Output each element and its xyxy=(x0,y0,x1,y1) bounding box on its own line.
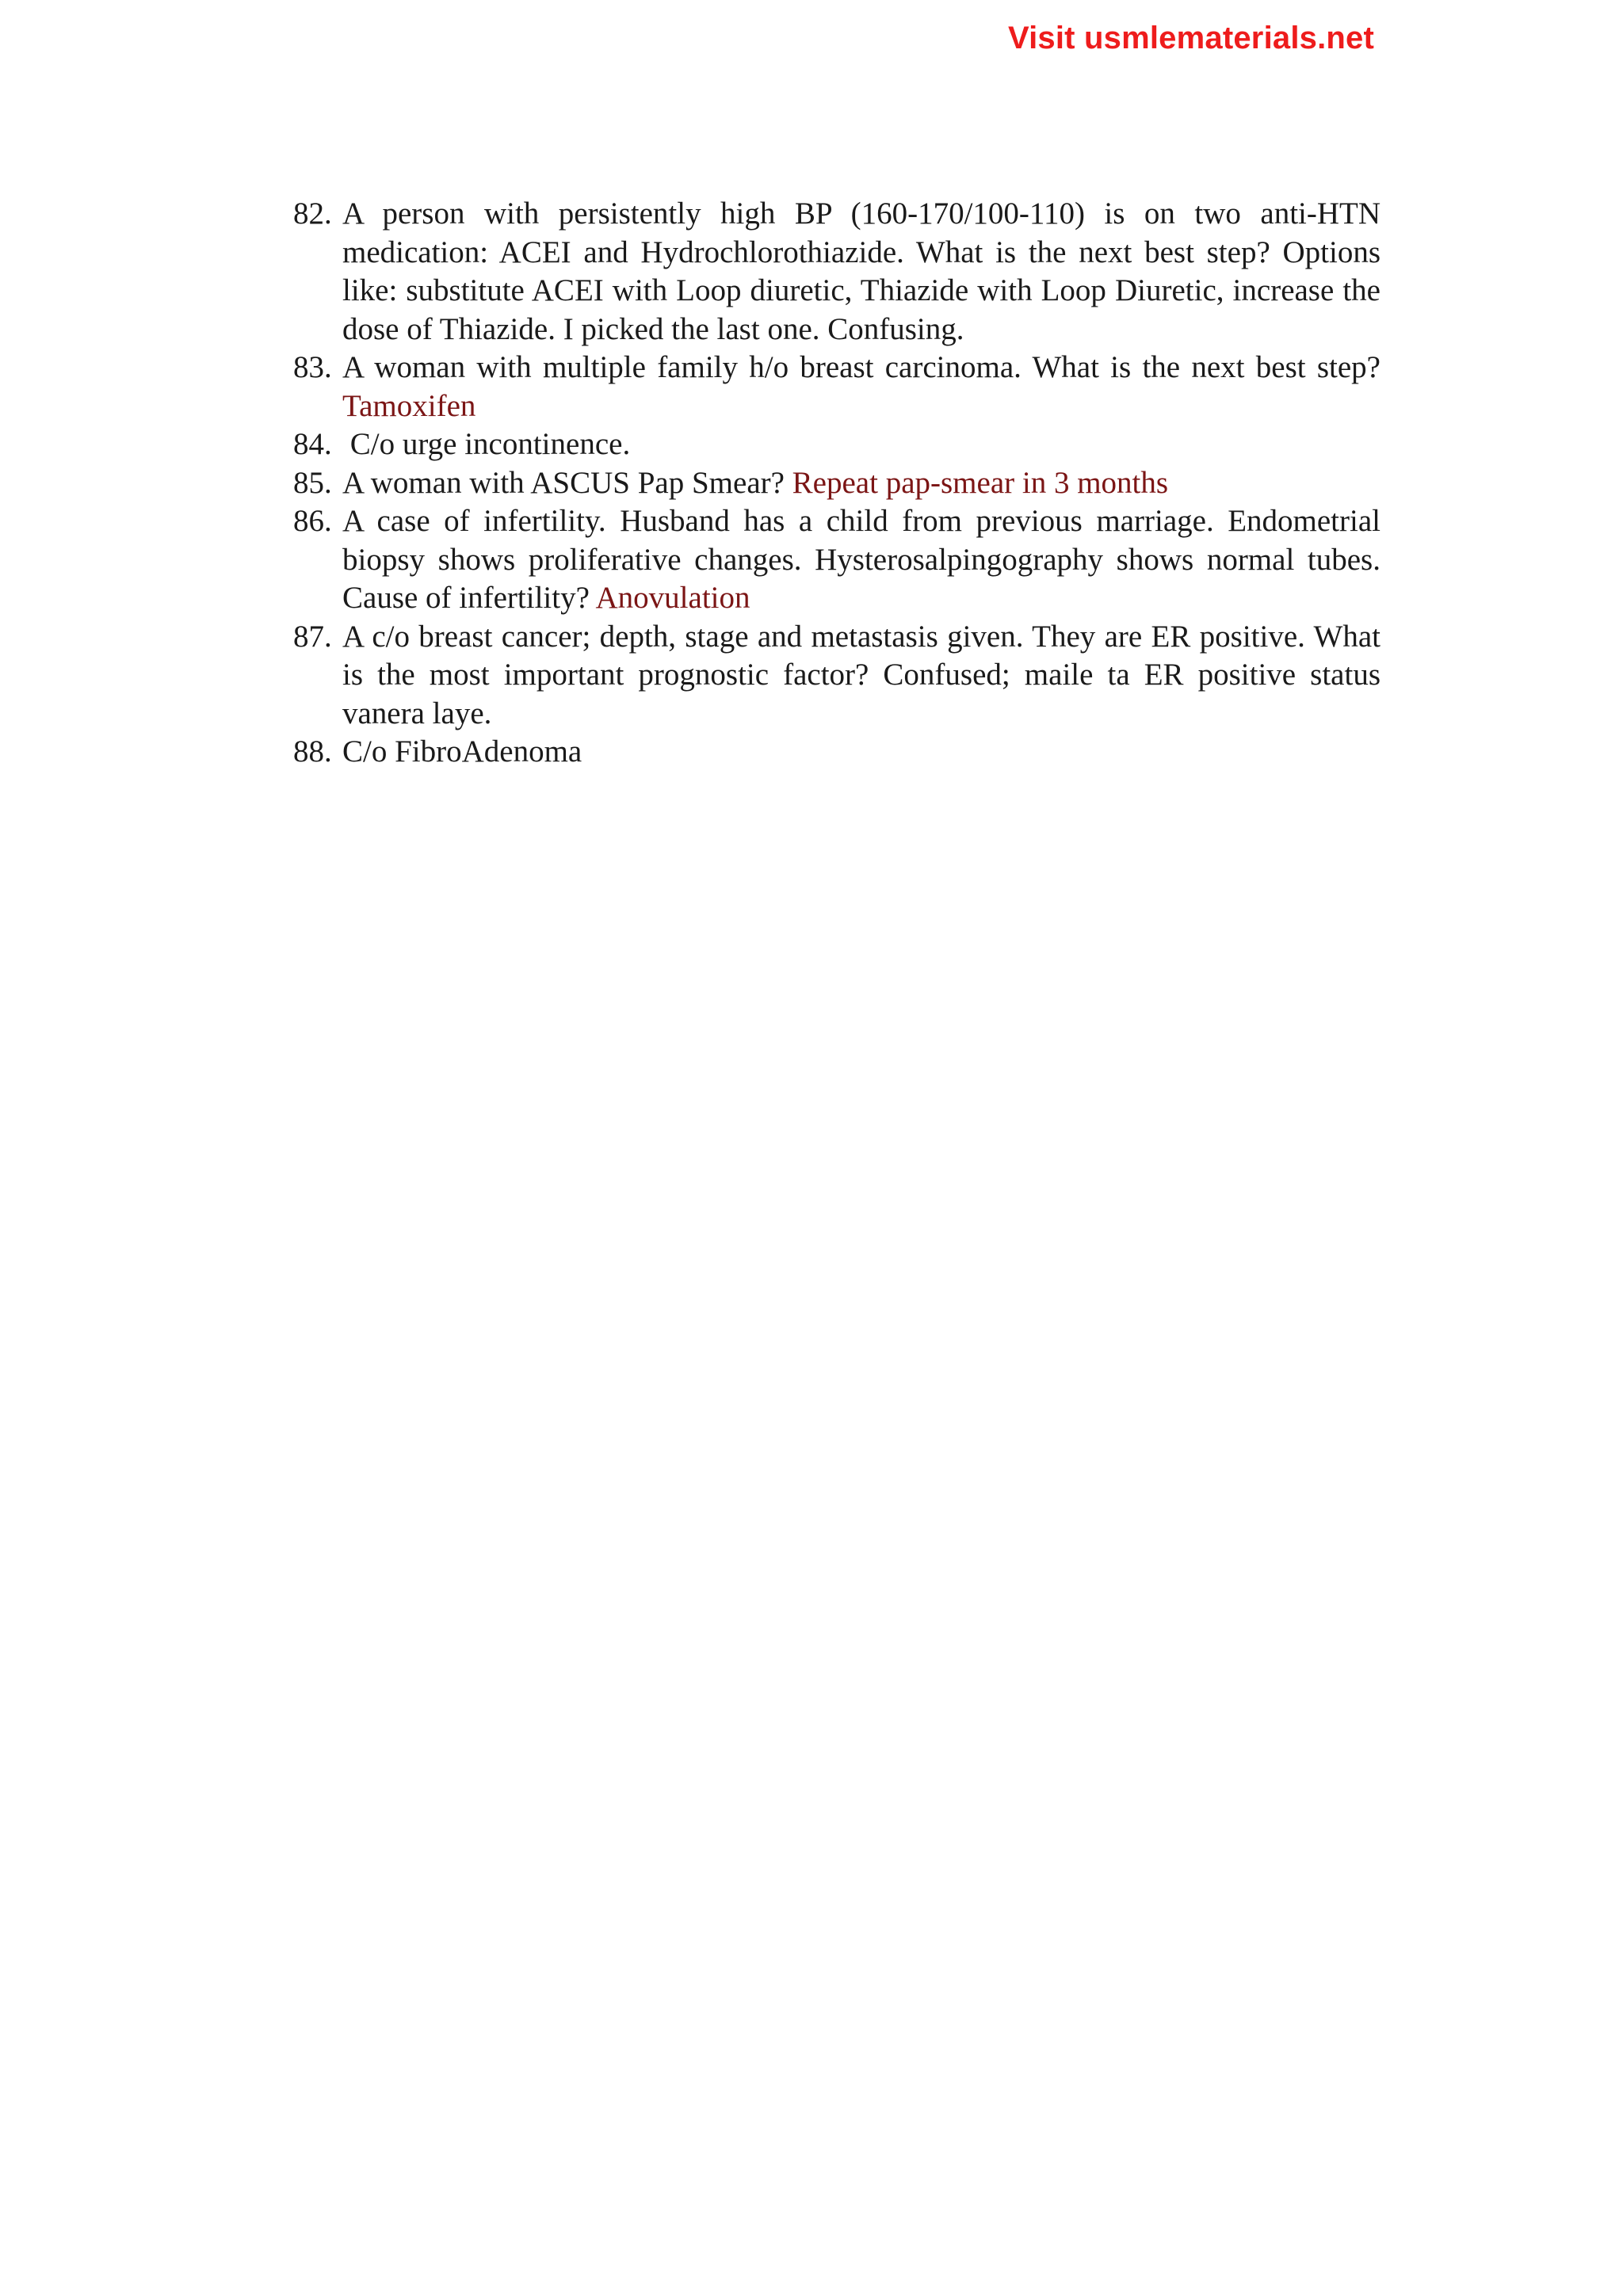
item-text-block xyxy=(342,349,1381,425)
question-text: A woman with multiple family h/o breast carcinoma. What is the next best step? xyxy=(342,350,1381,384)
item-text-block xyxy=(342,502,1381,618)
item-number: 84. xyxy=(293,427,332,461)
list-item-87 xyxy=(293,618,1381,734)
question-text: A case of infertility. Husband has a child from previous marriage. Endometrial biopsy shows proliferative changes. Hysterosalpingography shows normal tubes. Cause of infertility? xyxy=(342,504,1381,615)
list-item-85 xyxy=(293,464,1381,503)
question-text: A person with persistently high BP (160-170/100-110) is on two anti-HTN medication: ACEI and Hydrochlorothiazide. What is the next best step? Options like: substitute ACEI with Loop diuretic, Thiazide with Loop Diuretic, increase the dose of Thiazide. I picked the last one. Confusing. xyxy=(342,196,1381,346)
item-number: 87. xyxy=(293,619,332,654)
question-list xyxy=(293,195,1381,772)
item-number: 82. xyxy=(293,196,332,231)
list-item-84 xyxy=(293,425,1381,464)
item-number: 86. xyxy=(293,504,332,538)
question-text: C/o urge incontinence. xyxy=(349,427,631,461)
question-text: C/o FibroAdenoma xyxy=(342,734,582,769)
list-item-86 xyxy=(293,502,1381,618)
item-text-block xyxy=(342,733,1381,772)
question-text: A woman with ASCUS Pap Smear? xyxy=(342,465,792,500)
list-item-88 xyxy=(293,733,1381,772)
item-number: 83. xyxy=(293,350,332,384)
item-text-block xyxy=(342,464,1381,503)
answer-text: Tamoxifen xyxy=(342,388,476,423)
list-item-83 xyxy=(293,349,1381,425)
item-text-block xyxy=(342,618,1381,734)
answer-text: Repeat pap-smear in 3 months xyxy=(792,465,1169,500)
item-text-block xyxy=(342,195,1381,349)
item-number: 85. xyxy=(293,465,332,500)
item-number: 88. xyxy=(293,734,332,769)
question-text: A c/o breast cancer; depth, stage and metastasis given. They are ER positive. What is the most important prognostic factor? Confused; maile ta ER positive status vanera laye. xyxy=(342,619,1381,730)
answer-text: Anovulation xyxy=(595,581,750,615)
item-text-block xyxy=(342,425,1381,464)
list-item-82 xyxy=(293,195,1381,349)
watermark-link: Visit usmlematerials.net xyxy=(1007,21,1374,55)
